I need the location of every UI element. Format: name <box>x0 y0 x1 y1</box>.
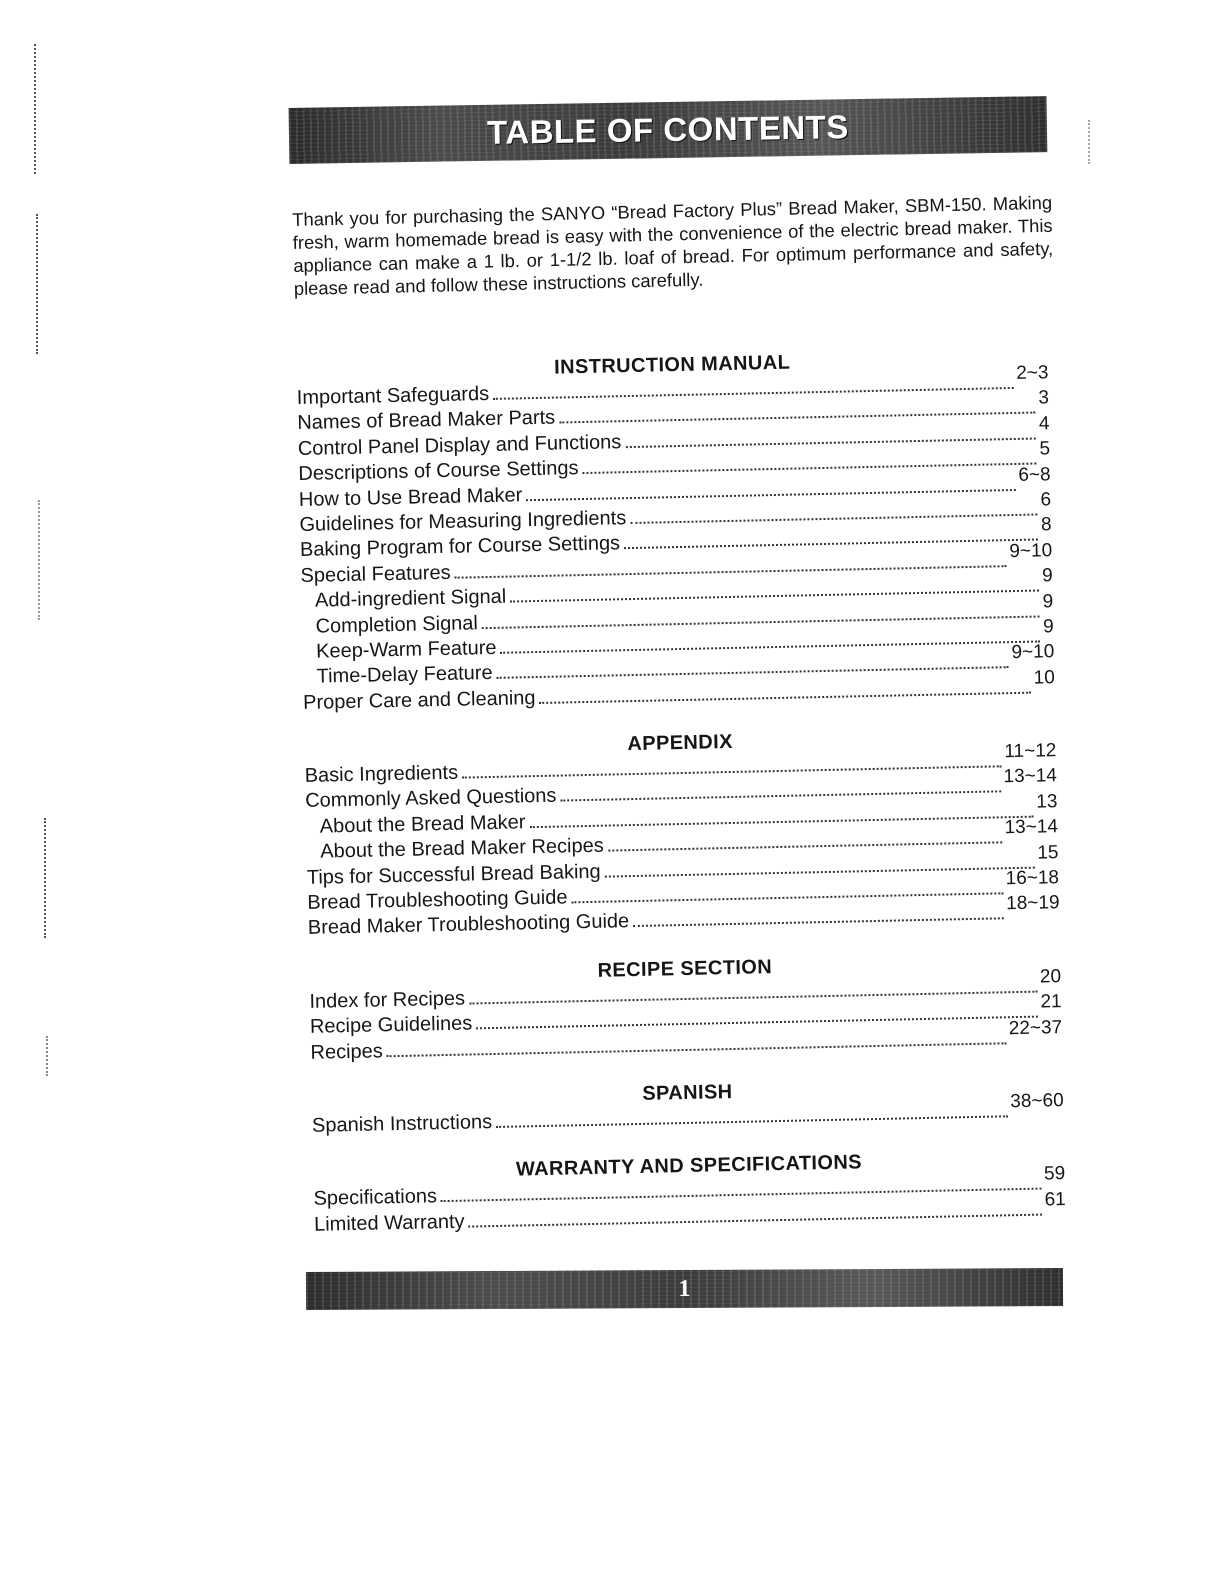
dot-leader <box>630 513 1038 524</box>
toc-section-instruction-manual <box>296 344 1055 716</box>
toc-entry-page: 4 <box>1038 413 1050 435</box>
page-title: TABLE OF CONTENTS <box>486 108 850 151</box>
dot-leader <box>561 791 1001 802</box>
toc-entry-label: Special Features <box>300 561 451 587</box>
intro-paragraph: Thank you for purchasing the SANYO “Bread Factory Plus” Bread Maker, SBM-150. Making fresh, warm homemade bread is easy with the convenience of the electric bread maker. This appliance can make a 1 lb. or 1-1/2 lb. loaf of bread. For optimum performance and safety, please read and follow these instructions carefully. <box>292 192 1054 300</box>
dot-leader <box>583 463 1037 475</box>
dot-leader <box>608 842 1002 852</box>
toc-entry-page: 18~19 <box>1005 892 1060 915</box>
toc-section-recipes <box>309 948 1063 1066</box>
toc-entry-label: Tips for Successful Bread Baking <box>306 860 601 889</box>
toc-entry-label: How to Use Bread Maker <box>298 483 523 511</box>
toc-entry-page: 13~14 <box>1004 816 1059 839</box>
toc-entry-label: Index for Recipes <box>309 987 466 1013</box>
toc-entry-label: Keep-Warm Feature <box>315 636 497 663</box>
toc-entry-page: 61 <box>1044 1188 1066 1211</box>
dot-leader <box>625 437 1036 448</box>
toc-entry-page: 9~10 <box>1009 539 1053 562</box>
toc-entry-page: 20 <box>1039 965 1062 988</box>
section-heading: SPANISH <box>642 1081 733 1105</box>
scan-artifact <box>44 818 48 938</box>
toc-entry-label: Recipes <box>310 1039 383 1064</box>
toc-entry-page: 59 <box>1043 1163 1066 1185</box>
toc-entry-label: Baking Program for Course Settings <box>299 532 621 562</box>
toc-entry-page: 16~18 <box>1005 867 1060 890</box>
scan-artifact <box>36 214 40 354</box>
toc-entry-page: 11~12 <box>1004 740 1057 763</box>
toc-section-warranty <box>313 1145 1066 1238</box>
scan-artifact <box>38 500 42 620</box>
toc-section-appendix <box>304 722 1060 941</box>
toc-entry-label: Spanish Instructions <box>311 1111 493 1137</box>
toc-entry-page: 9 <box>1042 590 1054 612</box>
toc-entry-label: Completion Signal <box>315 611 479 638</box>
toc-entry-page: 5 <box>1039 438 1051 460</box>
toc-entry-page: 6~8 <box>1018 463 1051 486</box>
toc-entry-page: 21 <box>1040 991 1062 1013</box>
toc-entry-page: 6 <box>1040 489 1052 511</box>
section-heading: INSTRUCTION MANUAL <box>553 351 791 379</box>
toc-entry-page: 9 <box>1042 616 1054 638</box>
dot-leader <box>605 866 1035 877</box>
toc-entry-label: Names of Bread Maker Parts <box>297 406 556 435</box>
dot-leader <box>633 918 1003 928</box>
toc-entry-page: 8 <box>1040 514 1052 536</box>
dot-leader <box>624 539 1038 550</box>
toc-entry-label: Specifications <box>313 1185 438 1211</box>
toc-entry-page: 38~60 <box>1010 1090 1064 1113</box>
toc-entry-label: Bread Troubleshooting Guide <box>307 886 568 914</box>
toc-entry-page: 13~14 <box>1003 765 1058 788</box>
toc-entry-page: 13 <box>1036 791 1058 813</box>
toc-entry-page: 22~37 <box>1008 1016 1063 1039</box>
toc-entry-page: 10 <box>1033 666 1056 689</box>
toc-entry-page: 3 <box>1038 387 1050 409</box>
page-number: 1 <box>678 1275 691 1302</box>
toc-entry-label: Add-ingredient Signal <box>314 585 507 612</box>
toc-entry-label: Basic Ingredients <box>304 761 459 787</box>
toc-entry-label: Descriptions of Course Settings <box>298 457 579 486</box>
header-banner <box>289 96 1048 164</box>
footer-banner <box>306 1268 1063 1310</box>
table-of-contents <box>296 344 1066 1238</box>
toc-entry-label: Recipe Guidelines <box>309 1012 473 1039</box>
toc-entry-label: Commonly Asked Questions <box>305 785 557 813</box>
scan-artifact <box>34 44 38 174</box>
toc-entry-label: Proper Care and Cleaning <box>302 686 536 714</box>
section-heading: RECIPE SECTION <box>597 955 773 982</box>
toc-entry-label: Control Panel Display and Functions <box>297 430 622 460</box>
toc-entry-label: Time-Delay Feature <box>316 662 493 688</box>
toc-entry-page: 2~3 <box>1015 362 1049 384</box>
toc-entry-page: 9 <box>1041 565 1053 587</box>
toc-entry-label: About the Bread Maker <box>319 811 526 838</box>
toc-entry-page: 15 <box>1037 841 1059 864</box>
toc-entry-page: 9~10 <box>1011 641 1055 664</box>
scan-artifact <box>1088 120 1092 164</box>
dot-leader <box>469 1213 1042 1227</box>
dot-leader <box>572 892 1003 903</box>
section-heading: WARRANTY AND SPECIFICATIONS <box>515 1151 863 1181</box>
toc-entry-label: Bread Maker Troubleshooting Guide <box>307 910 630 940</box>
toc-entry-label: Guidelines for Measuring Ingredients <box>299 507 627 536</box>
toc-entry-label: Limited Warranty <box>313 1210 465 1236</box>
section-heading: APPENDIX <box>627 731 734 756</box>
scan-artifact <box>46 1036 50 1076</box>
toc-entry-label: Important Safeguards <box>296 382 490 409</box>
toc-entry-label: About the Bread Maker Recipes <box>320 834 604 863</box>
